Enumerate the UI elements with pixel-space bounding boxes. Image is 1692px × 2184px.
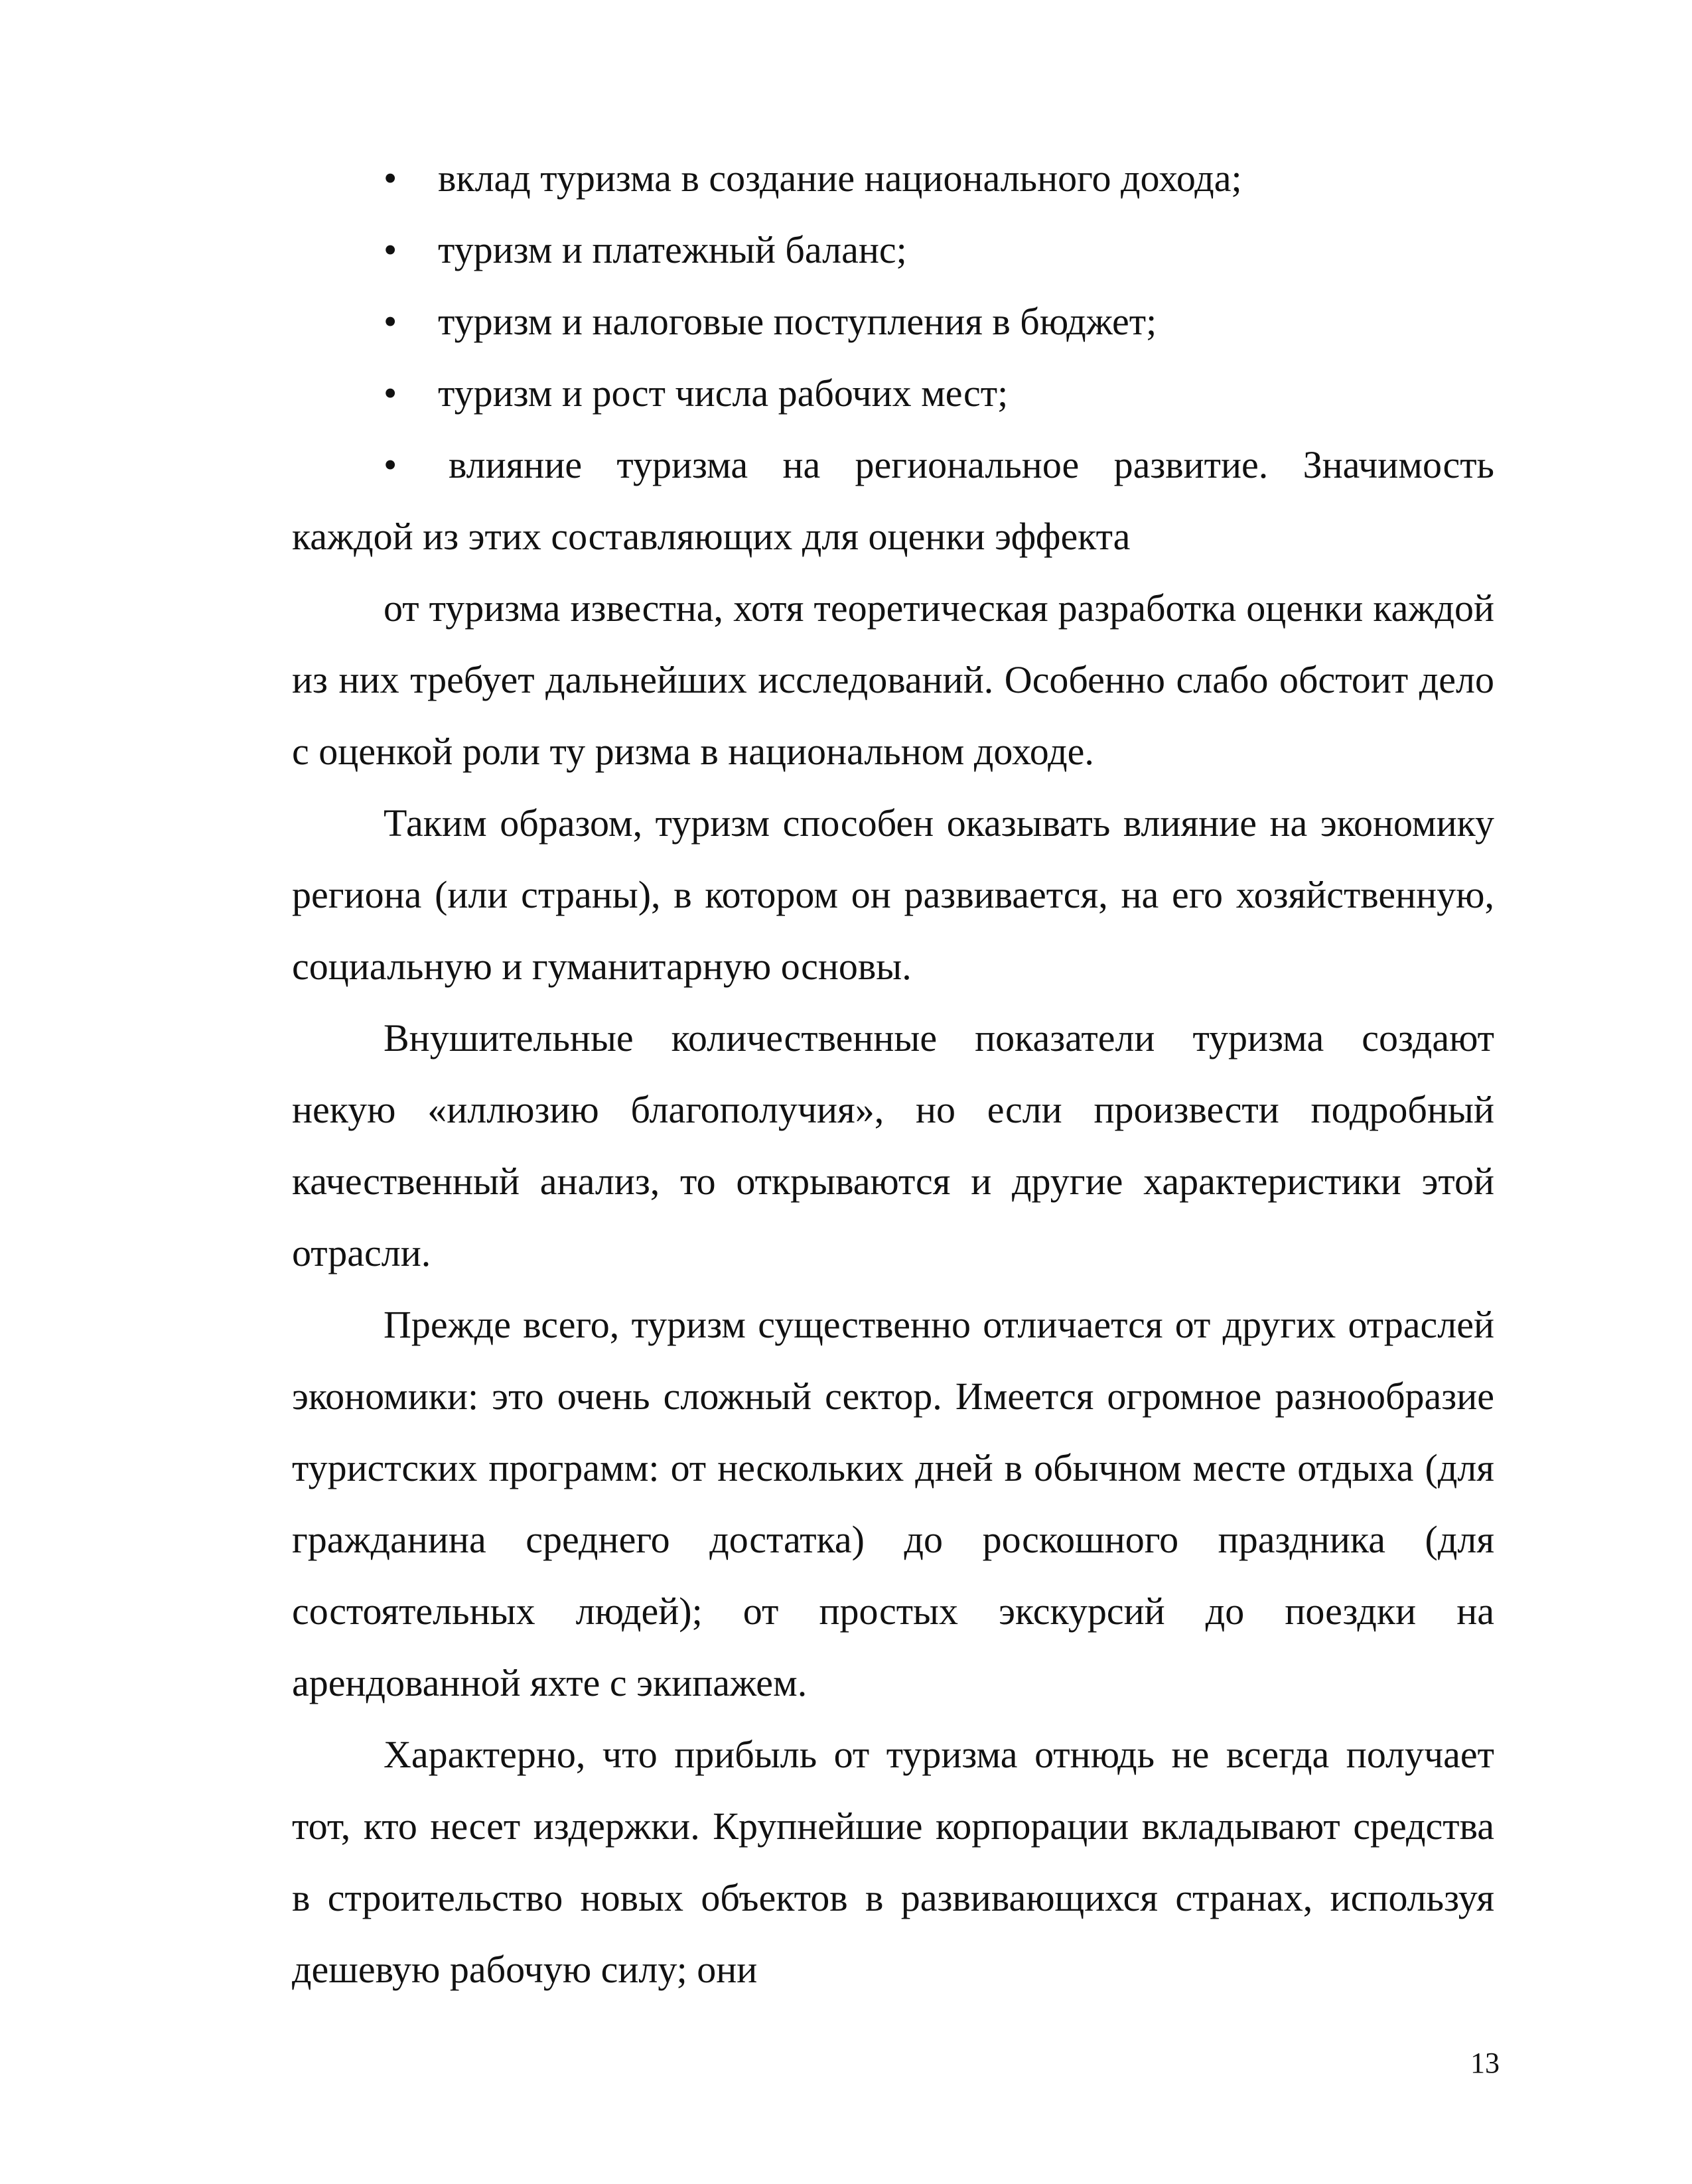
bullet-marker: •	[384, 300, 397, 343]
body-text	[292, 143, 1494, 2006]
bullet-marker: •	[384, 443, 397, 486]
bullet-marker: •	[384, 157, 397, 200]
paragraph: Таким образом, туризм способен оказывать влияние на экономику региона (или страны), в котором он развивается, на его хозяйственную, социальную и гуманитарную основы.	[292, 801, 1494, 988]
bullet-text: туризм и платежный баланс;	[438, 228, 907, 271]
bullet-item	[292, 214, 1494, 286]
bullet-item	[292, 286, 1494, 358]
bullet-marker: •	[384, 372, 397, 415]
bullet-text: влияние туризма на региональное развитие. Значимость каждой из этих составляющих для оценки эффекта	[292, 443, 1494, 558]
bullet-item	[292, 143, 1494, 214]
bullet-marker: •	[384, 228, 397, 271]
bullet-text: туризм и налоговые поступления в бюджет;	[438, 300, 1157, 343]
page-number: 13	[1470, 2047, 1500, 2079]
paragraph: Внушительные количественные показатели туризма создают некую «иллюзию благополучия», но если произвести подробный качественный анализ, то открываются и другие характеристики этой отрасли.	[292, 1016, 1494, 1274]
bullet-item	[292, 358, 1494, 429]
paragraph: от туризма известна, хотя теоретическая разработка оценки каждой из них требует дальнейших исследований. Особенно слабо обстоит дело с оценкой роли ту ризма в национальном доходе.	[292, 586, 1494, 773]
bullet-text: туризм и рост числа рабочих мест;	[438, 372, 1009, 415]
paragraph: Характерно, что прибыль от туризма отнюдь не всегда получает тот, кто несет издержки. Крупнейшие корпорации вкладывают средства в строительство новых объектов в развивающихся странах, используя дешевую рабочую силу; они	[292, 1733, 1494, 1991]
paragraph: Прежде всего, туризм существенно отличается от других отраслей экономики: это очень сложный сектор. Имеется огромное разнообразие туристских программ: от нескольких дней в обычном месте отдыха (для гражданина среднего достатка) до роскошного праздника (для состоятельных людей); от простых экскурсий до поездки на арендованной яхте с экипажем.	[292, 1303, 1494, 1704]
bullet-text: вклад туризма в создание национального дохода;	[438, 157, 1242, 200]
bullet-item-wrapped	[292, 429, 1494, 573]
